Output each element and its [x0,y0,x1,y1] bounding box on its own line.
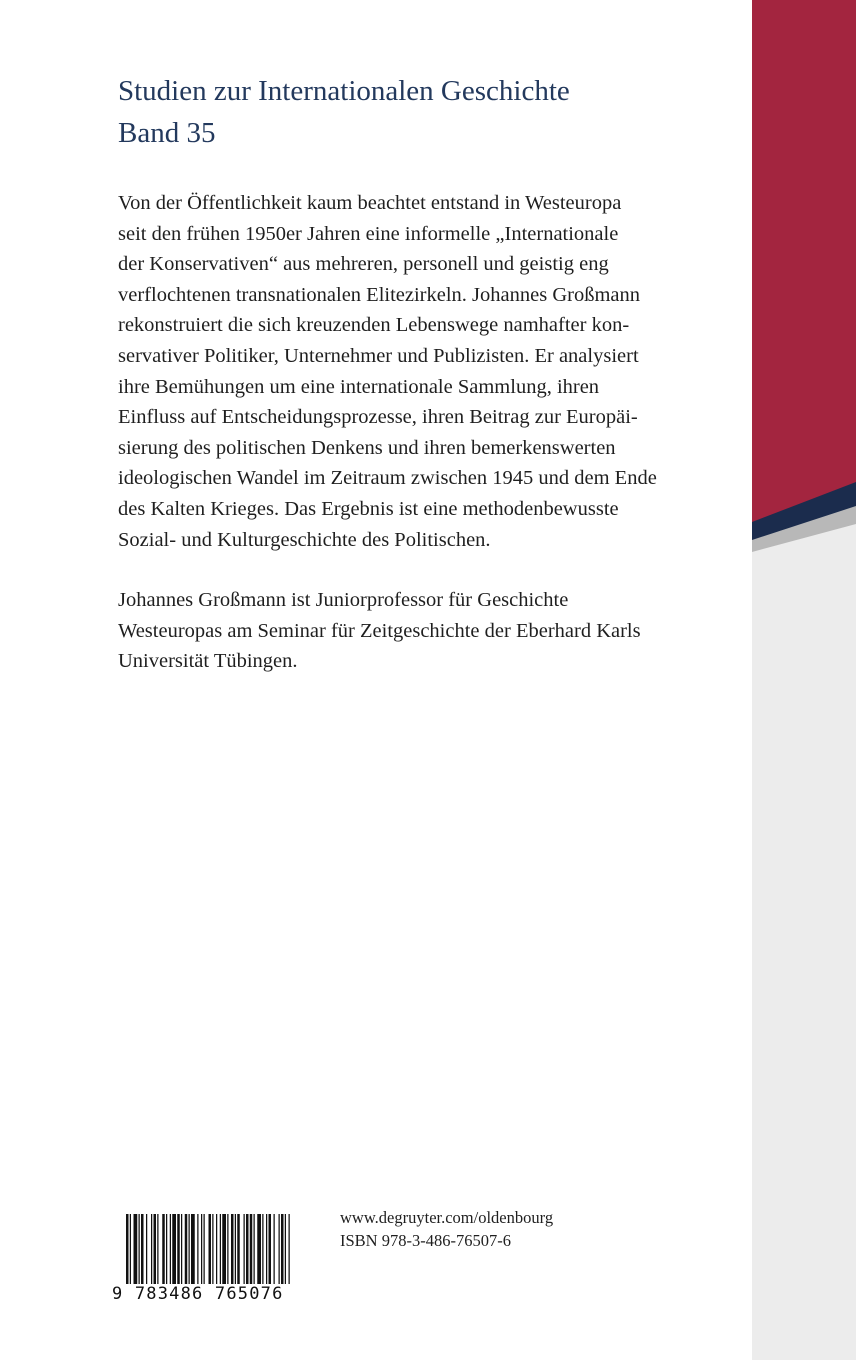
cover-edge-stripes [752,0,856,1360]
blurb-line: Einfluss auf Entscheidungsprozesse, ihren Beitrag zur Europäi- [118,406,638,429]
barcode-bar [244,1214,245,1284]
barcode-bar [281,1214,284,1284]
barcode-bar [257,1214,261,1284]
barcode-bar [139,1214,140,1284]
barcode-bar [274,1214,275,1284]
barcode-bar [157,1214,158,1284]
barcode-bar [262,1214,263,1284]
barcode-bars [112,1214,296,1284]
author-bio [118,585,703,677]
barcode-bar [289,1214,290,1284]
barcode-bar [269,1214,272,1284]
barcode-bar [220,1214,221,1284]
barcode-bar [279,1214,280,1284]
barcode-bar [266,1214,267,1284]
blurb-line: Sozial- und Kulturgeschichte des Politischen. [118,528,491,551]
barcode-bar [201,1214,202,1284]
barcode-bar [254,1214,255,1284]
barcode-bar [237,1214,240,1284]
barcode-bar [130,1214,131,1284]
barcode-bar [177,1214,180,1284]
author-bio-line: Westeuropas am Seminar für Zeitgeschichte der Eberhard Karls [118,619,641,642]
blurb-line: der Konservativen“ aus mehreren, personell und geistig eng [118,253,609,276]
barcode-digits: 9 783486 765076 [112,1284,284,1304]
blurb-line: rekonstruiert die sich kreuzenden Lebenswege namhafter kon- [118,314,630,337]
barcode-bar [231,1214,234,1284]
barcode-bar [181,1214,182,1284]
barcode-bar [197,1214,198,1284]
barcode-bar [216,1214,217,1284]
isbn-number: ISBN 978-3-486-76507-6 [340,1231,511,1250]
author-bio-line: Universität Tübingen. [118,650,298,673]
barcode-bar [170,1214,171,1284]
cover-edge-decoration [752,0,856,1360]
blurb-line: servativer Politiker, Unternehmer und Publizisten. Er analysiert [118,344,639,367]
publisher-url: www.degruyter.com/oldenbourg [340,1208,554,1227]
spine-red-band [752,0,856,522]
barcode-bar [285,1214,286,1284]
barcode-bar [126,1214,129,1284]
barcode-bar [146,1214,147,1284]
barcode-bar [162,1214,165,1284]
barcode-bar [227,1214,228,1284]
blurb-line: sierung des politischen Denkens und ihren bemerkenswerten [118,436,616,459]
barcode-bar [151,1214,152,1284]
barcode-bar [172,1214,176,1284]
blurb-line: ideologischen Wandel im Zeitraum zwischen 1945 und dem Ende [118,467,657,490]
publisher-info [340,1206,553,1252]
blurb-paragraph [118,188,703,555]
barcode-bar [141,1214,144,1284]
barcode-bar [166,1214,167,1284]
barcode-bar [250,1214,253,1284]
barcode-bar [222,1214,226,1284]
book-blurb [118,188,703,677]
blurb-line: des Kalten Krieges. Das Ergebnis ist eine methodenbewusste [118,497,619,520]
barcode-bar [246,1214,249,1284]
blurb-line: ihre Bemühungen um eine internationale Sammlung, ihren [118,375,600,398]
barcode-bar [191,1214,195,1284]
blurb-line: seit den frühen 1950er Jahren eine informelle „Internationale [118,222,619,245]
barcode-bar [134,1214,138,1284]
barcode-bar [209,1214,212,1284]
series-heading [118,70,718,154]
barcode-bar [189,1214,190,1284]
author-bio-line: Johannes Großmann ist Juniorprofessor für Geschichte [118,589,569,612]
barcode-bar [235,1214,236,1284]
blurb-line: Von der Öffentlichkeit kaum beachtet entstand in Westeuropa [118,192,622,214]
barcode-bar [212,1214,213,1284]
series-volume: Band 35 [118,117,216,149]
blurb-line: verflochtenen transnationalen Elitezirkeln. Johannes Großmann [118,283,640,306]
series-title: Studien zur Internationalen Geschichte [118,75,570,107]
barcode-bar [185,1214,188,1284]
barcode-bar [154,1214,157,1284]
barcode-bar [204,1214,205,1284]
isbn-barcode [112,1214,296,1332]
